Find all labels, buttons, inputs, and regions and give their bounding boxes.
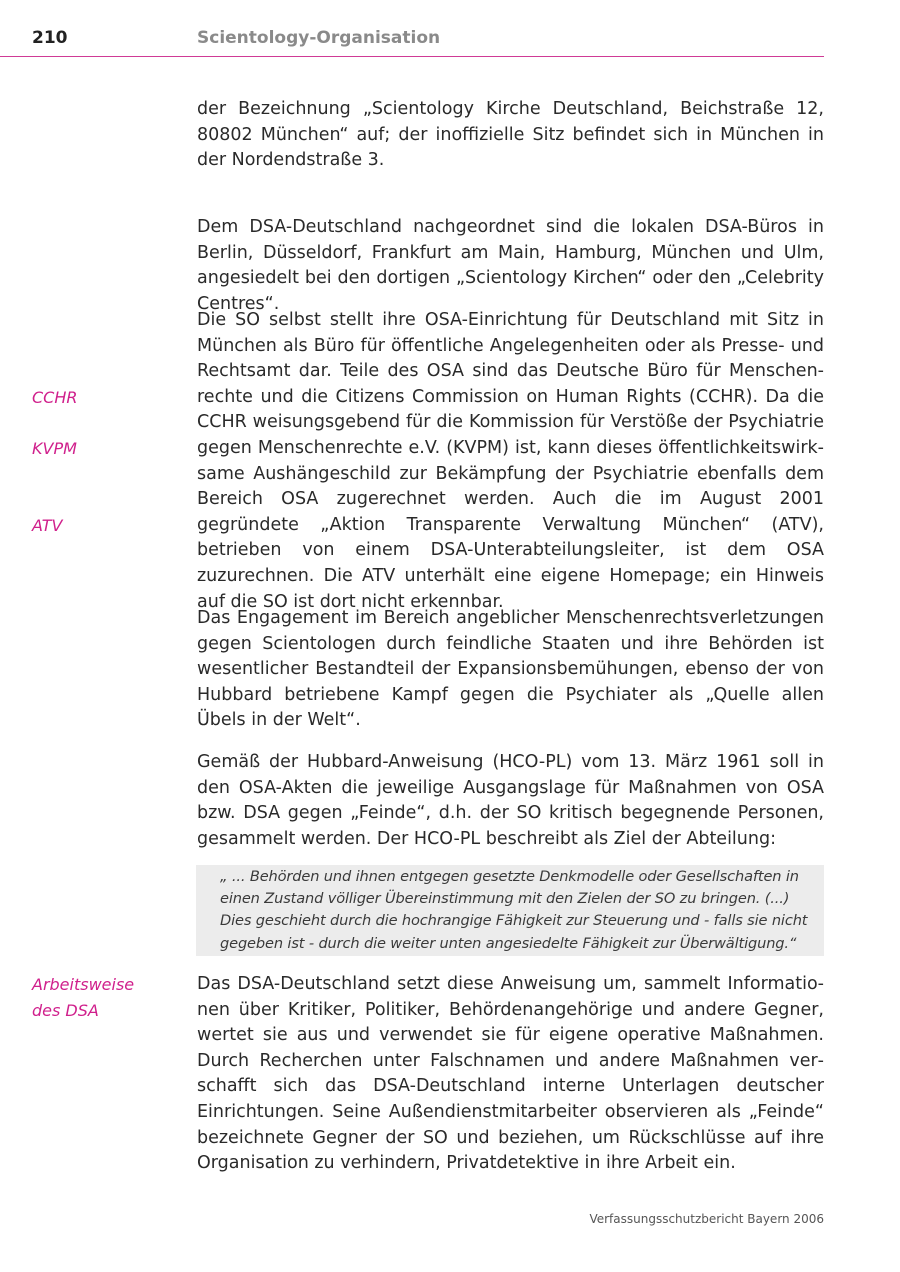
header-rule [0, 56, 824, 57]
paragraph-2: Dem DSA-Deutschland nachgeordnet sind die lokalen DSA-Büros in Berlin, Düsseldorf, Frankfurt am Main, Hamburg, München und Ulm, angesiedelt bei den dortigen „Scientology Kirchen“ oder den „Celebrity Centres“. [197, 217, 824, 314]
quote-line: gegeben ist - durch die weiter unten angesiedelte Fähigkeit zur Überwältigung.“ [220, 934, 797, 952]
quote-line: Dies geschieht durch die hochrangige Fähigkeit zur Steuerung und - falls sie nicht [220, 912, 808, 930]
page-number: 210 [32, 28, 68, 48]
margin-note-cchr: CCHR [32, 388, 78, 407]
margin-note-atv: ATV [32, 516, 63, 535]
quote-line: einen Zustand völliger Übereinstimmung mit den Zielen der SO zu bringen. (...) [220, 890, 790, 908]
paragraph-1: der Bezeichnung „Scientology Kirche Deutschland, Beichstraße 12, 80802 München“ auf; der inoffizielle Sitz befindet sich in München in der Nordendstraße 3. [197, 99, 824, 171]
paragraph-6: Das DSA-Deutschland setzt diese Anweisung um, sammelt Informationen über Kritiker, Politiker, Behördenangehörige und andere Gegner, wertet sie aus und verwendet sie für eigene operative Maßnahmen. Durch Recherchen unter Falschnamen und andere Maßnahmen verschafft sich das DSA-Deutschland interne Unterlagen deutscher Einrichtungen. Seine Außendienstmitarbeiter observieren als „Feinde“ bezeichnete Gegner der SO und beziehen, um Rückschlüsse auf ihre Organisation zu verhindern, Privatdetektive in ihre Arbeit ein. [197, 974, 824, 1174]
quote-box [196, 865, 824, 956]
margin-note-kvpm: KVPM [32, 439, 77, 458]
footer: Verfassungsschutzbericht Bayern 2006 [589, 1212, 824, 1226]
paragraph-5: Gemäß der Hubbard-Anweisung (HCO-PL) vom 13. März 1961 soll in den OSA-Akten die jeweilige Ausgangslage für Maßnahmen von OSA bzw. DSA gegen „Feinde“, d.h. der SO kritisch begegnende Personen, gesammelt werden. Der HCO-PL beschreibt als Ziel der Abteilung: [197, 752, 824, 849]
running-head: Scientology-Organisation [197, 28, 441, 48]
margin-note-arbeitsweise: Arbeitsweise des DSA [32, 975, 135, 1020]
paragraph-3: Die SO selbst stellt ihre OSA-Einrichtung für Deutschland mit Sitz in München als Büro für öffentliche Angelegenheiten oder als Presse- und Rechtsamt dar. Teile des OSA sind das Deutsche Büro für Menschenrechte und die Citizens Commission on Human Rights (CCHR). Da die CCHR weisungsgebend für die Kommission für Verstöße der Psychiatrie gegen Menschenrechte e.V. (KVPM) ist, kann dieses öffentlichkeitswirksame Aushängeschild zur Bekämpfung der Psychiatrie ebenfalls dem Bereich OSA zugerechnet werden. Auch die im August 2001 gegründete „Aktion Transparente Verwaltung München“ (ATV), betrieben von einem DSA-Unterabteilungsleiter, ist dem OSA zuzurechnen. Die ATV unterhält eine eigene Homepage; ein Hinweis auf die SO ist dort nicht erkennbar. [197, 310, 824, 612]
quote-line: „ ... Behörden und ihnen entgegen gesetzte Denkmodelle oder Gesellschaften in [220, 868, 799, 885]
paragraph-4: Das Engagement im Bereich angeblicher Menschenrechtsverletzungen gegen Scientologen durch feindliche Staaten und ihre Behörden ist wesentlicher Bestandteil der Expansionsbemühungen, ebenso der von Hubbard betriebene Kampf gegen die Psychiater als „Quelle allen Übels in der Welt“. [197, 608, 824, 731]
